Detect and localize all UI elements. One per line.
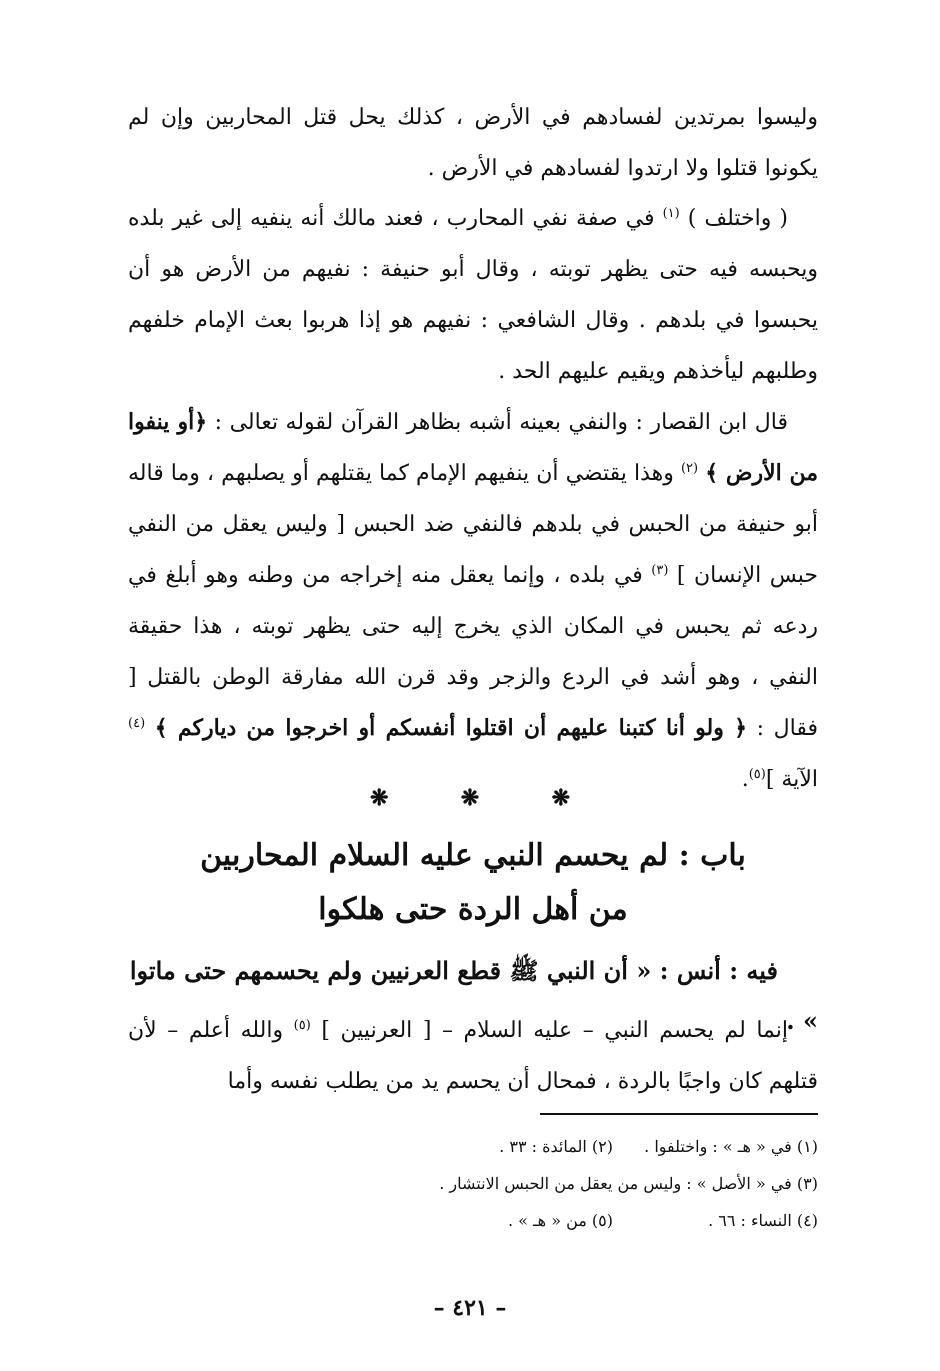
footnotes [300,1128,818,1239]
paragraph-3-end: . [741,767,749,792]
section-separator [370,778,570,818]
paragraph-3-body-3: الآية ] [765,767,818,792]
footnote-2: (٢) المائدة : ٣٣ . [499,1137,613,1156]
footnote-row [300,1128,818,1165]
paragraph-5-text [128,1005,818,1107]
paragraph-3-body-1: وهذا يقتضي أن ينفيهم الإمام كما يقتلهم أو يصلبهم ، وما قاله أبو حنيفة من الحبس في بلدهم فالنفي ضد الحبس [ وليس يعقل من النفي حبس الإنسان ] [128,461,819,588]
paragraph-5-lead: إنما لم يحسم النبي – عليه السلام – [ العرنيين ] [321,1018,788,1043]
quran-verse-1: ﴿أو ينفوا من الأرض ﴾ [128,409,819,486]
footnote-3: (٣) في « الأصل » : وليس من يعقل من الحبس الانتشار . [439,1174,818,1193]
footnote-ref-4: (٤) [128,716,146,731]
footnote-1: (١) في « هـ » : واختلفوا . [644,1137,818,1156]
paragraph-3-lead: قال ابن القصار : والنفي بعينه أشبه بظاهر القرآن لقوله تعالى : [214,410,788,435]
quran-verse-2: ﴿ ولو أنا كتبنا عليهم أن اقتلوا أنفسكم أو اخرجوا من دياركم ﴾ [154,715,748,741]
footnote-row [300,1202,818,1239]
hadith-text: فيه : أنس : « أن النبي ﷺ قطع العرنيين ولم يحسمهم حتى ماتوا » . [129,956,818,1035]
paragraph-1 [128,92,818,194]
separator-star-icon: ❋ [370,785,389,811]
paragraph-2-body: في صفة نفي المحارب ، فعند مالك أنه ينفيه إلى غير بلده ويحبسه فيه حتى يظهر توبته ، وقال أبو حنيفة : نفيهم من الأرض هو أن يحبسوا في بلدهم . وقال الشافعي : نفيهم هو إذا هربوا بعث الإمام خلفهم وطلبهم ليأخذهم ويقيم عليهم الحد . [128,206,818,384]
paragraph-2-text [128,193,818,397]
paragraph-2 [128,193,818,397]
paragraph-3 [128,397,818,805]
footnote-5: (٥) من « هـ » . [507,1211,613,1230]
page-number: – ٤٢١ – [433,1295,507,1321]
paragraph-1-text: وليسوا بمرتدين لفسادهم في الأرض ، كذلك يحل قتل المحاربين وإن لم يكونوا قتلوا ولا ارتدوا لفسادهم في الأرض . [128,105,818,181]
paragraph-3-text [128,397,818,805]
footnote-ref-1: (١) [662,206,680,221]
paragraph-5 [128,1005,818,1107]
chapter-title-line-2: من أهل الردة حتى هلكوا [318,892,628,927]
separator-star-icon: ❋ [460,785,480,811]
chapter-title-line-1: باب : لم يحسم النبي عليه السلام المحاربين [200,838,746,873]
separator-star-icon: ❋ [551,785,570,811]
footnote-ref-3: (٣) [651,563,669,578]
footnote-ref-5b: (٥) [293,1018,311,1033]
footnote-row [300,1165,818,1202]
footnote-ref-5: (٥) [748,767,766,782]
footnote-4: (٤) النساء : ٦٦ . [708,1211,818,1230]
footnote-divider [540,1113,818,1115]
footnote-ref-2: (٢) [680,461,699,476]
paragraph-5-body: والله أعلم – لأن قتلهم كان واجبًا بالردة ، فمحال أن يحسم يد من يطلب نفسه وأما [128,1018,818,1094]
paragraph-2-lead: ( واختلف ) [687,206,788,231]
paragraph-3-body-2: في بلده ، وإنما يعقل منه إخراجه من وطنه وهو أبلغ في ردعه ثم يحبس في المكان الذي يخرج إليه حتى يظهر توبته ، هذا حقيقة النفي ، وهو أشد في الردع والزجر وقد قرن الله مفارقة الوطن بالقتل [ فقال : [128,563,818,741]
